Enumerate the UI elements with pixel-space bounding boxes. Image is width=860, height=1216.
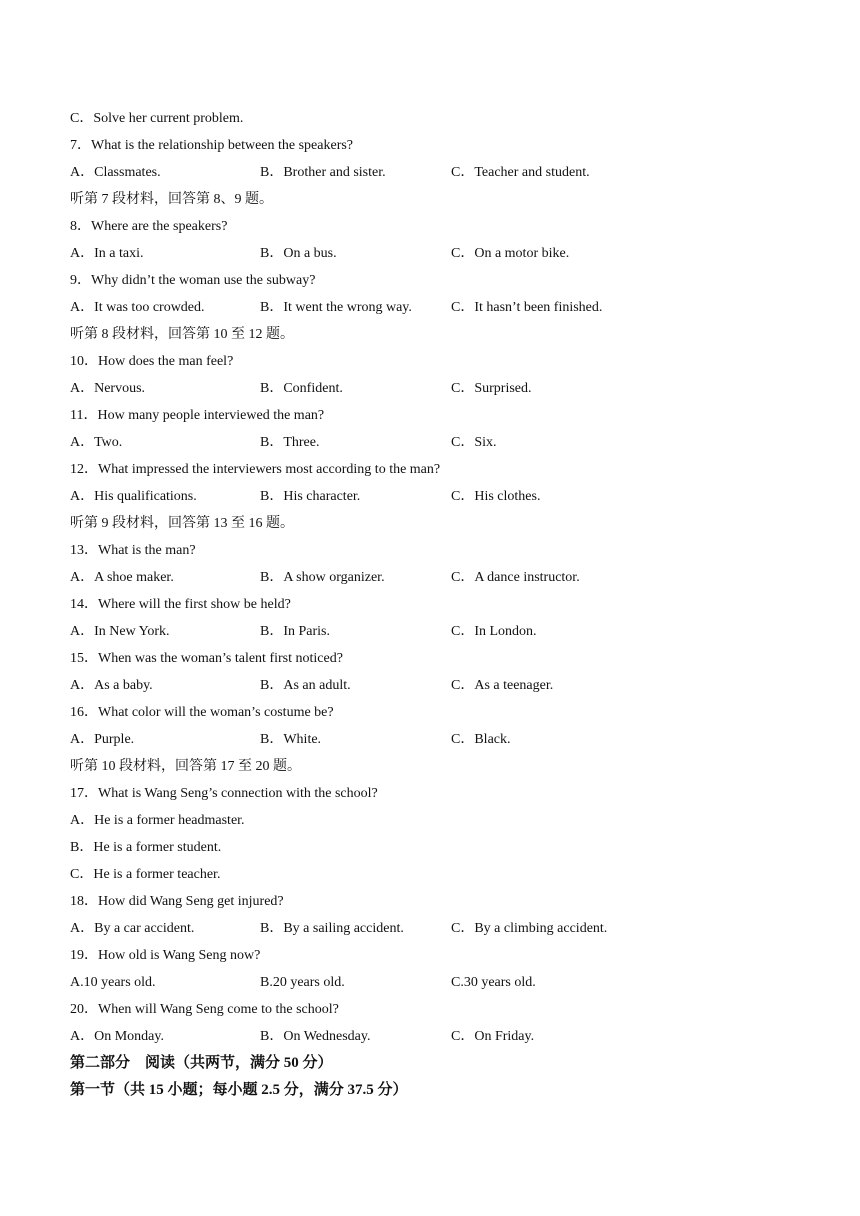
question-text: 7．What is the relationship between the speakers? [70,138,354,153]
answer-option: A．Two. [70,435,123,450]
answer-option: C.30 years old. [451,975,536,990]
listening-instruction: 听第 10 段材料，回答第 17 至 20 题。 [70,759,301,774]
answer-option: A．Purple. [70,732,135,747]
answer-options-row [70,672,790,699]
answer-options-row [70,726,790,753]
question-text: 17．What is Wang Seng’s connection with the school? [70,786,378,801]
answer-option: B．By a sailing accident. [260,921,404,936]
answer-options-row [70,294,790,321]
answer-option: A．As a baby. [70,678,153,693]
answer-option: A．A shoe maker. [70,570,174,585]
question-text: 16．What color will the woman’s costume be? [70,705,334,720]
answer-option: C．Six. [451,435,497,450]
answer-options-row [70,240,790,267]
answer-option: C．By a climbing accident. [451,921,608,936]
answer-option: B．In Paris. [260,624,330,639]
question-text: 15．When was the woman’s talent first noticed? [70,651,343,666]
answer-option: B．On Wednesday. [260,1029,371,1044]
answer-options-row [70,915,790,942]
answer-option: A．His qualifications. [70,489,197,504]
answer-options-row [70,1023,790,1050]
question-text: 8．Where are the speakers? [70,219,228,234]
answer-option: B．On a bus. [260,246,337,261]
question-text: 14．Where will the first show be held? [70,597,291,612]
answer-option: A．In a taxi. [70,246,144,261]
answer-option: C．On Friday. [451,1029,535,1044]
answer-options-row [70,618,790,645]
question-text: 12．What impressed the interviewers most according to the man? [70,462,441,477]
exam-page [70,105,790,1104]
question-text: 9．Why didn’t the woman use the subway? [70,273,316,288]
listening-instruction: 听第 8 段材料，回答第 10 至 12 题。 [70,327,294,342]
answer-option: B.20 years old. [260,975,345,990]
answer-option: C．On a motor bike. [451,246,570,261]
answer-option: B．It went the wrong way. [260,300,412,315]
answer-option-line: C．Solve her current problem. [70,111,244,126]
answer-option: C．His clothes. [451,489,541,504]
answer-option: A.10 years old. [70,975,156,990]
answer-option-line: A．He is a former headmaster. [70,813,245,828]
answer-options-row [70,375,790,402]
answer-option: A．Classmates. [70,165,161,180]
question-text: 19．How old is Wang Seng now? [70,948,261,963]
answer-option: B．A show organizer. [260,570,385,585]
answer-option: B．Brother and sister. [260,165,386,180]
question-text: 18．How did Wang Seng get injured? [70,894,284,909]
answer-option: A．By a car accident. [70,921,195,936]
answer-option: C．As a teenager. [451,678,554,693]
answer-option: C．In London. [451,624,537,639]
listening-instruction: 听第 9 段材料，回答第 13 至 16 题。 [70,516,294,531]
answer-option: A．In New York. [70,624,170,639]
answer-options-row [70,159,790,186]
answer-option-line: C．He is a former teacher. [70,867,221,882]
answer-option: B．His character. [260,489,361,504]
answer-options-row [70,969,790,996]
answer-option: A．It was too crowded. [70,300,205,315]
answer-option: C．Surprised. [451,381,532,396]
answer-options-row [70,483,790,510]
question-text: 13．What is the man? [70,543,196,558]
answer-option: B．White. [260,732,322,747]
answer-options-row [70,564,790,591]
answer-option: C．Black. [451,732,511,747]
answer-options-row [70,429,790,456]
answer-option: C．It hasn’t been finished. [451,300,603,315]
answer-option: C．A dance instructor. [451,570,580,585]
question-text: 11．How many people interviewed the man? [70,408,325,423]
answer-option: B．As an adult. [260,678,351,693]
answer-option: B．Three. [260,435,320,450]
answer-option: C．Teacher and student. [451,165,590,180]
section-heading: 第一节（共 15 小题；每小题 2.5 分，满分 37.5 分） [70,1082,408,1098]
answer-option: B．Confident. [260,381,343,396]
answer-option-line: B．He is a former student. [70,840,222,855]
answer-option: A．Nervous. [70,381,146,396]
section-heading: 第二部分 阅读（共两节，满分 50 分） [70,1055,333,1071]
question-text: 20．When will Wang Seng come to the school? [70,1002,339,1017]
answer-option: A．On Monday. [70,1029,164,1044]
question-text: 10．How does the man feel? [70,354,234,369]
listening-instruction: 听第 7 段材料，回答第 8、9 题。 [70,192,273,207]
